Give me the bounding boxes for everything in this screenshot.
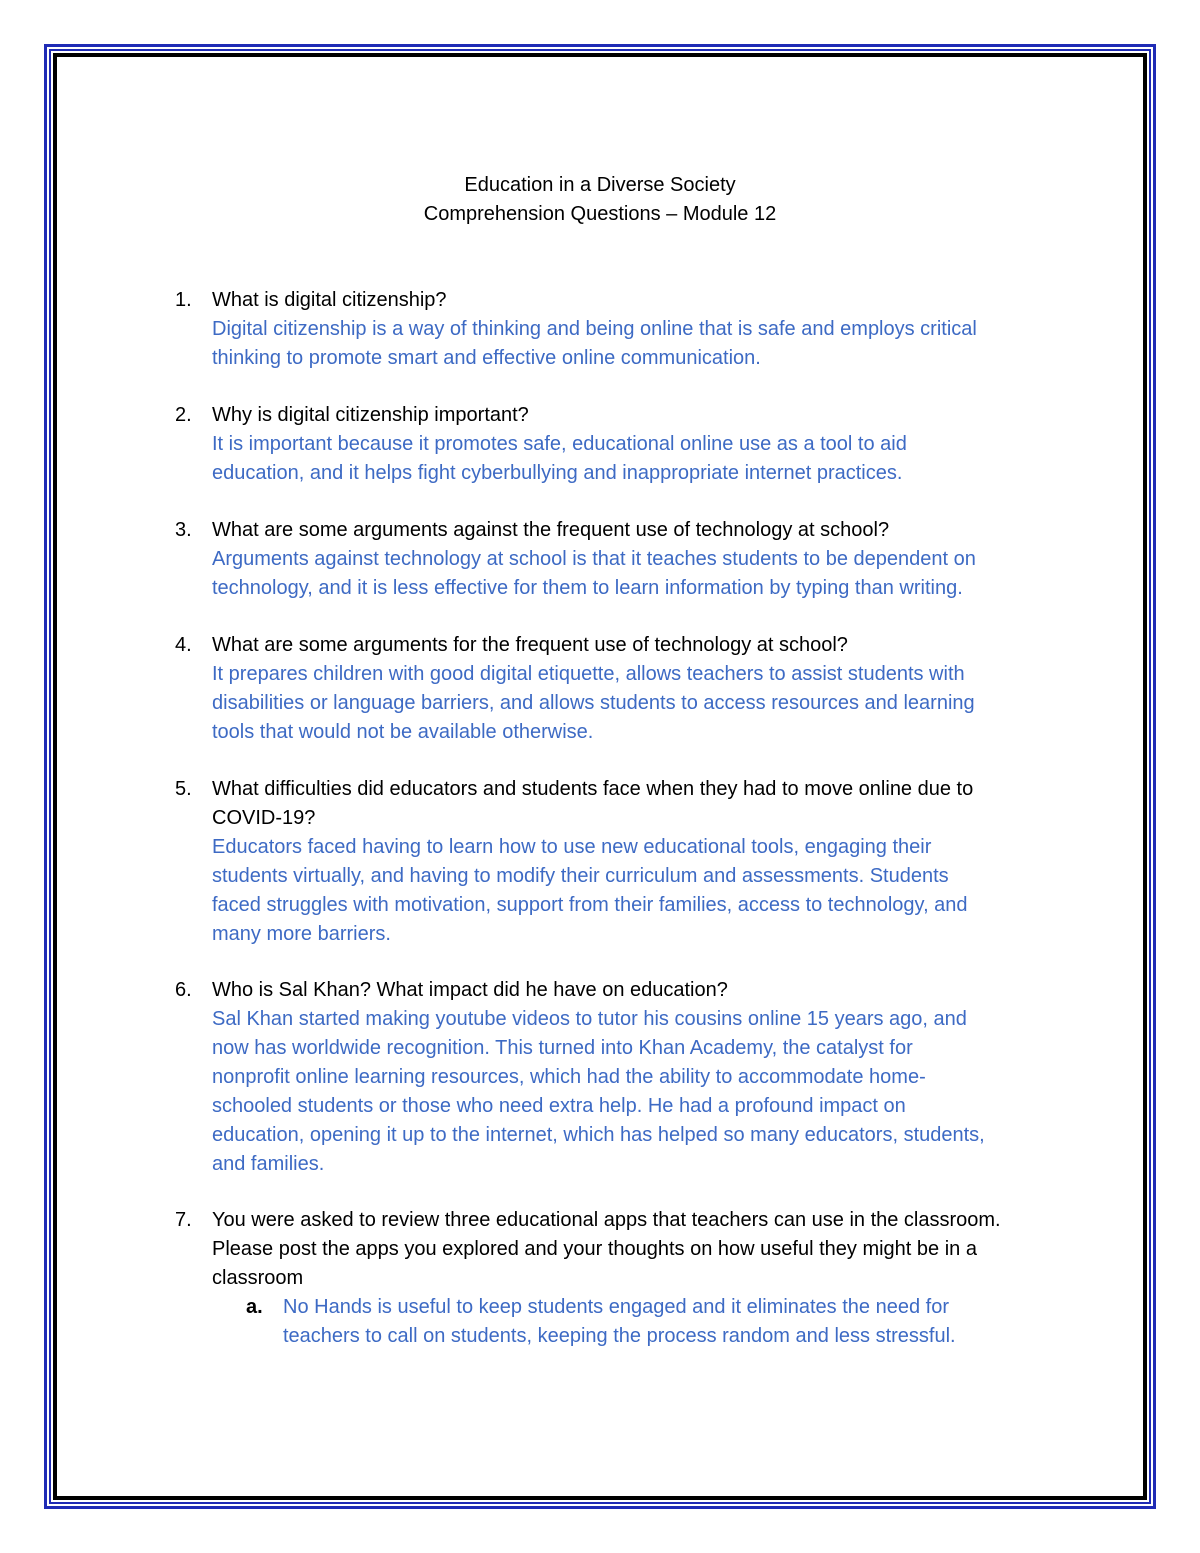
- document-header: [0, 171, 1200, 229]
- question-text: Please post the apps you explored and your thoughts on how useful they might be in a: [212, 1238, 977, 1260]
- answer-line: It is important because it promotes safe, educational online use as a tool to aid: [212, 433, 907, 455]
- question-number: 5.: [175, 778, 192, 800]
- question-item-5: [175, 775, 1075, 949]
- question-number: 1.: [175, 289, 192, 311]
- answer-line: Sal Khan started making youtube videos to tutor his cousins online 15 years ago, and: [212, 1008, 967, 1030]
- answer-line: and families.: [212, 1153, 325, 1175]
- answer-line: education, opening it up to the internet, which has helped so many educators, students,: [212, 1124, 985, 1146]
- question-text: classroom: [212, 1267, 304, 1289]
- answer-line: faced struggles with motivation, support from their families, access to technology, and: [212, 894, 968, 916]
- question-item-1: [175, 286, 1075, 373]
- question-text: What are some arguments against the frequent use of technology at school?: [212, 519, 890, 541]
- answer-line: nonprofit online learning resources, which had the ability to accommodate home-: [212, 1066, 926, 1088]
- document-title: Education in a Diverse Society: [464, 174, 736, 196]
- question-number: 3.: [175, 519, 192, 541]
- question-text: What are some arguments for the frequent use of technology at school?: [212, 634, 848, 656]
- question-text: What is digital citizenship?: [212, 289, 447, 311]
- question-item-4: [175, 631, 1075, 747]
- answer-line: tools that would not be available otherwise.: [212, 721, 594, 743]
- question-number: 2.: [175, 404, 192, 426]
- sub-item-letter: a.: [246, 1296, 263, 1318]
- question-text: What difficulties did educators and students face when they had to move online due to: [212, 778, 974, 800]
- answer-line: Educators faced having to learn how to use new educational tools, engaging their: [212, 836, 932, 858]
- question-text: Who is Sal Khan? What impact did he have on education?: [212, 979, 728, 1001]
- question-number: 6.: [175, 979, 192, 1001]
- answer-line: schooled students or those who need extra help. He had a profound impact on: [212, 1095, 906, 1117]
- question-text: You were asked to review three educational apps that teachers can use in the classroom.: [212, 1209, 1001, 1231]
- answer-line: It prepares children with good digital etiquette, allows teachers to assist students with: [212, 663, 965, 685]
- sub-item-a: [246, 1293, 1046, 1351]
- answer-line: disabilities or language barriers, and allows students to access resources and learning: [212, 692, 975, 714]
- question-item-7: [175, 1206, 1075, 1293]
- answer-line: teachers to call on students, keeping the process random and less stressful.: [283, 1325, 956, 1347]
- answer-line: education, and it helps fight cyberbullying and inappropriate internet practices.: [212, 462, 903, 484]
- question-item-2: [175, 401, 1075, 488]
- answer-line: No Hands is useful to keep students engaged and it eliminates the need for: [283, 1296, 949, 1318]
- answer-line: students virtually, and having to modify their curriculum and assessments. Students: [212, 865, 949, 887]
- document-subtitle: Comprehension Questions – Module 12: [423, 203, 777, 225]
- answer-line: thinking to promote smart and effective online communication.: [212, 347, 761, 369]
- answer-line: now has worldwide recognition. This turned into Khan Academy, the catalyst for: [212, 1037, 913, 1059]
- answer-line: technology, and it is less effective for them to learn information by typing than writing.: [212, 577, 963, 599]
- question-item-3: [175, 516, 1075, 603]
- answer-line: many more barriers.: [212, 923, 391, 945]
- question-item-6: [175, 976, 1075, 1179]
- answer-line: Digital citizenship is a way of thinking and being online that is safe and employs critical: [212, 318, 977, 340]
- question-number: 4.: [175, 634, 192, 656]
- question-text: Why is digital citizenship important?: [212, 404, 529, 426]
- question-number: 7.: [175, 1209, 192, 1231]
- question-text: COVID-19?: [212, 807, 316, 829]
- answer-line: Arguments against technology at school is that it teaches students to be dependent on: [212, 548, 976, 570]
